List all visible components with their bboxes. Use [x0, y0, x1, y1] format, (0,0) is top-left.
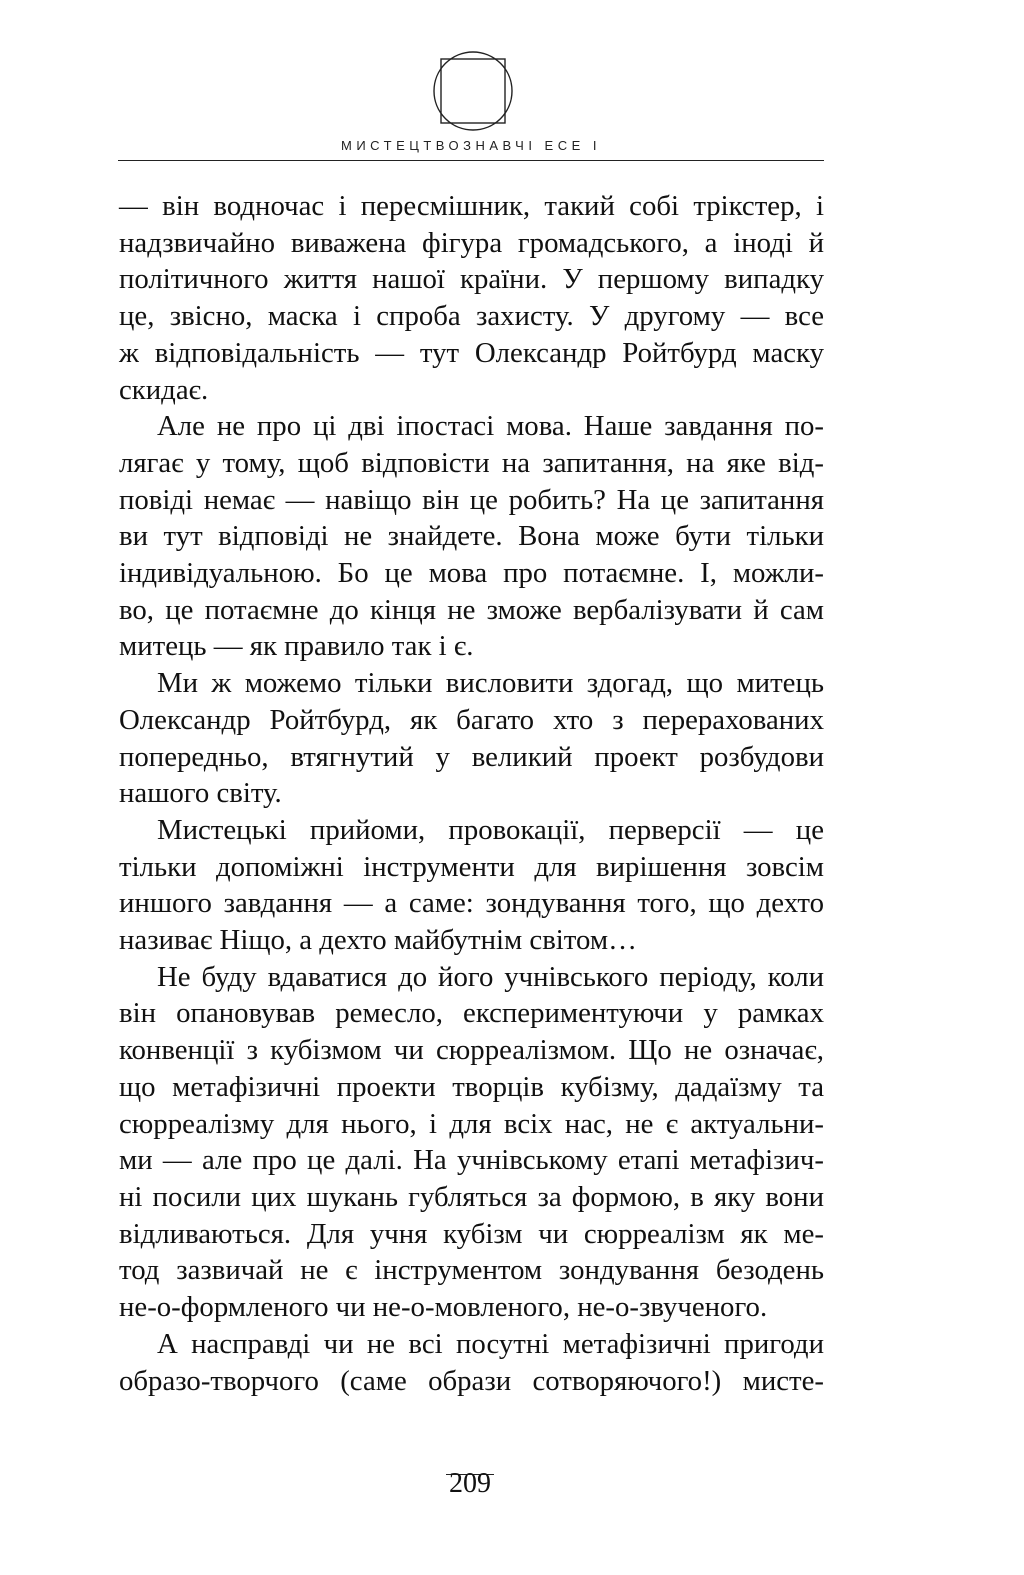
text-line: повіді немає — навіщо він це робить? На це запитання: [119, 483, 824, 516]
text-line: скидає.: [119, 373, 209, 406]
text-line: Але не про ці дві іпостасі мова. Наше завдання по-: [157, 410, 824, 443]
text-line: конвенції з кубізмом чи сюрреалізмом. Що не означає,: [119, 1034, 824, 1067]
body-text: [119, 188, 824, 1399]
paragraph: [119, 1326, 824, 1399]
text-line: політичного життя нашої країни. У першому випадку: [119, 263, 824, 296]
page-number: 209: [449, 1468, 491, 1499]
text-line: називає Ніщо, а дехто майбутнім світом…: [119, 924, 637, 957]
text-line: це, звісно, маска і спроба захисту. У другому — все: [119, 300, 824, 333]
paragraph: [119, 665, 824, 812]
paragraph: [119, 188, 824, 408]
text-line: А насправді чи не всі посутні метафізичні пригоди: [157, 1327, 824, 1360]
text-line: иншого завдання — а саме: зондування того, що дехто: [119, 887, 824, 920]
paragraph: [119, 408, 824, 665]
running-head: МИСТЕЦТВОЗНАВЧІ ЕСЕ І: [341, 138, 601, 153]
text-line: Ми ж можемо тільки висловити здогад, що митець: [157, 667, 824, 700]
text-line: тод зазвичай не є інструментом зондування безодень: [119, 1254, 824, 1287]
text-line: що метафізичні проекти творців кубізму, дадаїзму та: [119, 1070, 824, 1103]
text-line: тільки допоміжні інструменти для вирішення зовсім: [119, 850, 824, 883]
text-line: попередньо, втягнутий у великий проект розбудови: [119, 740, 824, 773]
text-line: ні посили цих шукань губляться за формою, в яку вони: [119, 1180, 824, 1213]
text-line: ж відповідальність — тут Олександр Ройтбурд маску: [119, 336, 824, 369]
text-line: ви тут відповіді не знайдете. Вона може бути тільки: [119, 520, 824, 553]
text-line: Мистецькі прийоми, провокації, перверсії — це: [157, 813, 824, 846]
paragraph: [119, 959, 824, 1326]
text-line: він опановував ремесло, експериментуючи у рамках: [119, 997, 824, 1030]
text-line: надзвичайно виважена фігура громадського, а іноді й: [119, 226, 824, 259]
text-line: Олександр Ройтбурд, як багато хто з перерахованих: [119, 703, 824, 736]
text-line: не-о-формленого чи не-о-мовленого, не-о-звученого.: [119, 1291, 768, 1324]
text-line: ми — але про це далі. На учнівському етапі метафізич-: [119, 1144, 824, 1177]
text-line: лягає у тому, щоб відповісти на запитання, на яке від-: [119, 446, 824, 479]
text-line: індивідуальною. Бо це мова про потаємне. І, можли-: [119, 557, 824, 590]
circle-in-square-logo-icon: [432, 50, 514, 132]
text-line: відливаються. Для учня кубізм чи сюрреалізм як ме-: [119, 1217, 824, 1250]
text-line: Не буду вдаватися до його учнівського періоду, коли: [157, 960, 824, 993]
text-line: — він водночас і пересмішник, такий собі трікстер, і: [119, 190, 824, 222]
text-line: образо-творчого (саме образи сотворяючого!) мисте-: [119, 1364, 824, 1397]
header-rule: [118, 160, 824, 161]
paragraph: [119, 812, 824, 959]
text-line: во, це потаємне до кінця не зможе вербалізувати й сам: [119, 593, 824, 626]
text-line: митець — як правило так і є.: [119, 630, 474, 663]
text-line: сюрреалізму для нього, і для всіх нас, не є актуальни-: [119, 1107, 824, 1140]
text-line: нашого світу.: [119, 777, 282, 810]
